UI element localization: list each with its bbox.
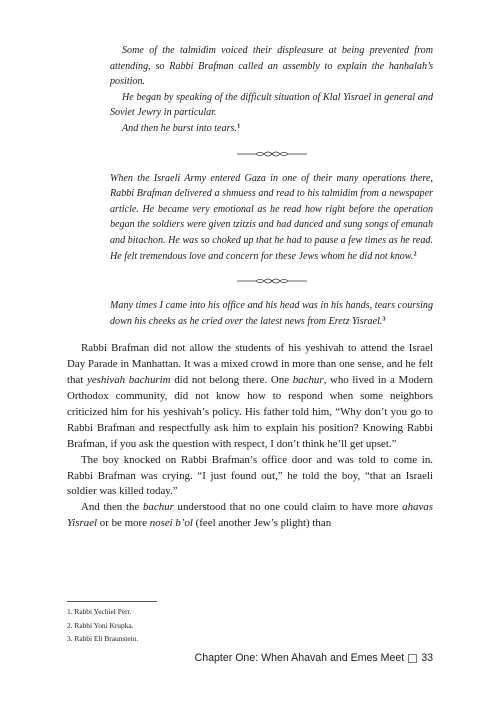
italic-term: bachur (142, 501, 174, 514)
footnotes (67, 605, 138, 646)
body-text-run: And then the (81, 501, 143, 514)
ornament-flourish-icon (237, 149, 307, 159)
quote-text: When the Israeli Army entered Gaza in one of their many operations there, Rabbi Brafman delivered a shmuess and read to his talmidim from a newspaper article. He became very emotional as he read how right before the operation began the soldiers were given tzitzis and had danced and sung songs of emunah and bitachon. He was so choked up that he had to pause a few times as he read. He felt tremendous love and concern for these Jews whom he did not know. (110, 172, 433, 262)
footnote-ref[interactable]: 1 (236, 122, 241, 130)
body-text-run: The boy knocked on Rabbi Brafman’s office door and was told to come in. Rabbi Brafman was crying. “I just found out,” he told the boy, “that an Israeli soldier was killed today.” (67, 453, 433, 498)
chapter-title: Chapter One: When Ahavah and Emes Meet (194, 652, 405, 664)
italic-term: yeshivah bachurim (87, 374, 171, 387)
footnote-separator (67, 601, 157, 602)
block-quote-3 (110, 298, 433, 329)
page-number: 33 (421, 652, 433, 664)
quote-text: And then he burst into tears. (122, 122, 237, 134)
block-quote-1 (110, 43, 433, 137)
quote-paragraph (110, 121, 433, 137)
body-text-run: understood that no one could claim to have more (173, 501, 403, 514)
body-text-run: (feel another Jew’s plight) than (192, 517, 332, 530)
quote-paragraph (110, 171, 433, 265)
quote-text: Some of the talmidim voiced their displeasure at being prevented from attending, so Rabbi Brafman called an assembly to explain the hanhalah’s position. (110, 45, 433, 88)
body-paragraph (67, 341, 433, 452)
body-text (67, 341, 433, 532)
body-text-run: , who lived in a Modern Orthodox community, did not know how to respond when some neighbors criticized him for his yeshivah’s policy. His father told him, “Why don’t you go to Rabbi Brafman and respectfully ask him to explain his position? Knowing Rabbi Brafman, if you ask the question with respect, I don’t think he’ll get upset.” (67, 374, 433, 450)
italic-term: bachur (292, 374, 324, 387)
block-quote-2 (110, 171, 433, 265)
body-paragraph (67, 500, 433, 532)
quote-paragraph (110, 43, 433, 90)
body-paragraph (67, 453, 433, 501)
quote-paragraph (110, 90, 433, 121)
footnote-item: 3. Rabbi Eli Braunstein. (67, 634, 139, 643)
italic-term: ahavas Yisrael (67, 501, 433, 530)
italic-term: nosei b’ol (149, 517, 193, 530)
quote-paragraph (110, 298, 433, 329)
ornament-divider (110, 276, 433, 286)
running-footer (195, 652, 433, 664)
square-separator-icon (408, 654, 417, 663)
ornament-divider (110, 149, 433, 159)
footnote-ref[interactable]: 2 (413, 250, 417, 258)
footnote-item: 2. Rabbi Yoni Krupka. (67, 620, 134, 630)
footnote-ref[interactable]: 3 (382, 315, 386, 323)
body-text-run: Rabbi Brafman did not allow the students of his yeshivah to attend the Israel Day Parade in Manhattan. It was a mixed crowd in more than one sense, and he felt that (67, 342, 433, 387)
page-content (67, 43, 433, 532)
footnote-item: 1. Rabbi Yechiel Perr. (67, 607, 132, 616)
body-text-run: did not belong there. One (170, 374, 293, 387)
body-text-run: or be more (97, 517, 150, 530)
quote-text: Many times I came into his office and his head was in his hands, tears coursing down his cheeks as he cried over the latest news from Eretz Yisrael. (110, 300, 433, 327)
quote-text: He began by speaking of the difficult situation of Klal Yisrael in general and Soviet Jewry in particular. (110, 91, 433, 119)
ornament-flourish-icon (237, 276, 307, 286)
